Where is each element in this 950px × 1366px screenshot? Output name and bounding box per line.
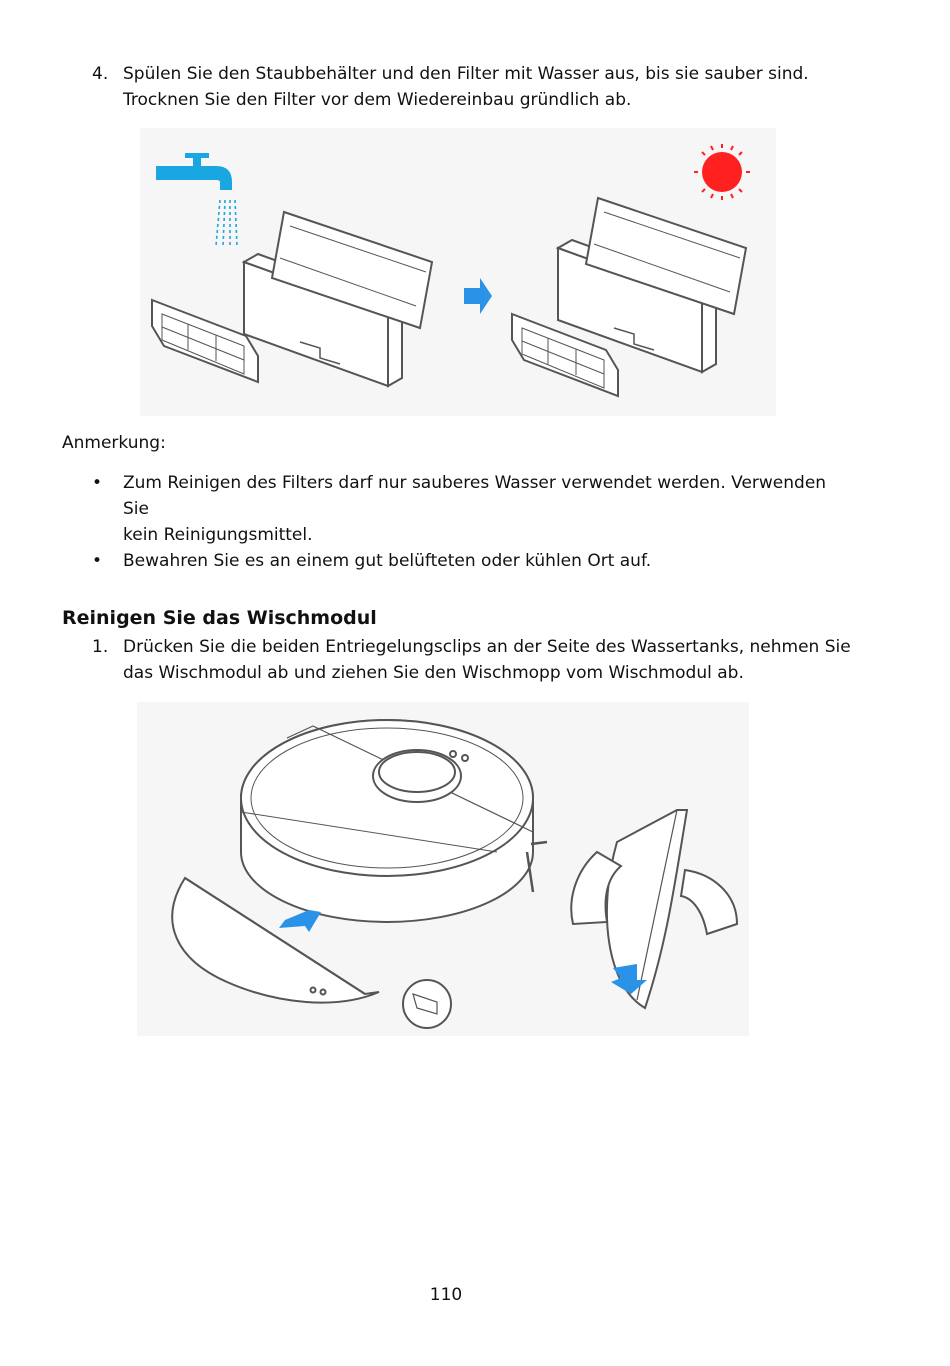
list-item-line: Bewahren Sie es an einem gut belüfteten oder kühlen Ort auf.: [123, 551, 652, 571]
step-number: 4.: [92, 64, 109, 84]
rinse-filter-illustration: [140, 128, 776, 416]
bullet-icon: •: [92, 473, 103, 493]
step-text-line: Drücken Sie die beiden Entriegelungsclips an der Seite des Wassertanks, nehmen Sie: [123, 637, 851, 657]
step-text-line: das Wischmodul ab und ziehen Sie den Wischmopp vom Wischmodul ab.: [123, 663, 744, 683]
clip-detail-icon: [403, 980, 451, 1028]
list-item: [92, 470, 852, 548]
step-text-line: Trocknen Sie den Filter vor dem Wiedereinbau gründlich ab.: [123, 90, 632, 110]
bullet-icon: •: [92, 551, 103, 571]
step-4: [92, 61, 852, 113]
remove-mop-illustration: [137, 702, 749, 1036]
page-number: 110: [429, 1285, 463, 1305]
step-1: [92, 634, 852, 686]
list-item-line: Zum Reinigen des Filters darf nur sauberes Wasser verwendet werden. Verwenden Sie: [123, 473, 827, 519]
note-label: Anmerkung:: [62, 433, 166, 453]
section-heading: Reinigen Sie das Wischmodul: [62, 607, 377, 629]
step-text-line: Spülen Sie den Staubbehälter und den Filter mit Wasser aus, bis sie sauber sind.: [123, 64, 809, 84]
sun-icon: [694, 144, 750, 200]
list-item: [92, 548, 852, 574]
list-item-line: kein Reinigungsmittel.: [123, 525, 313, 545]
robot-vacuum-icon: [241, 720, 547, 922]
note-list: [92, 470, 852, 574]
step-number: 1.: [92, 637, 109, 657]
